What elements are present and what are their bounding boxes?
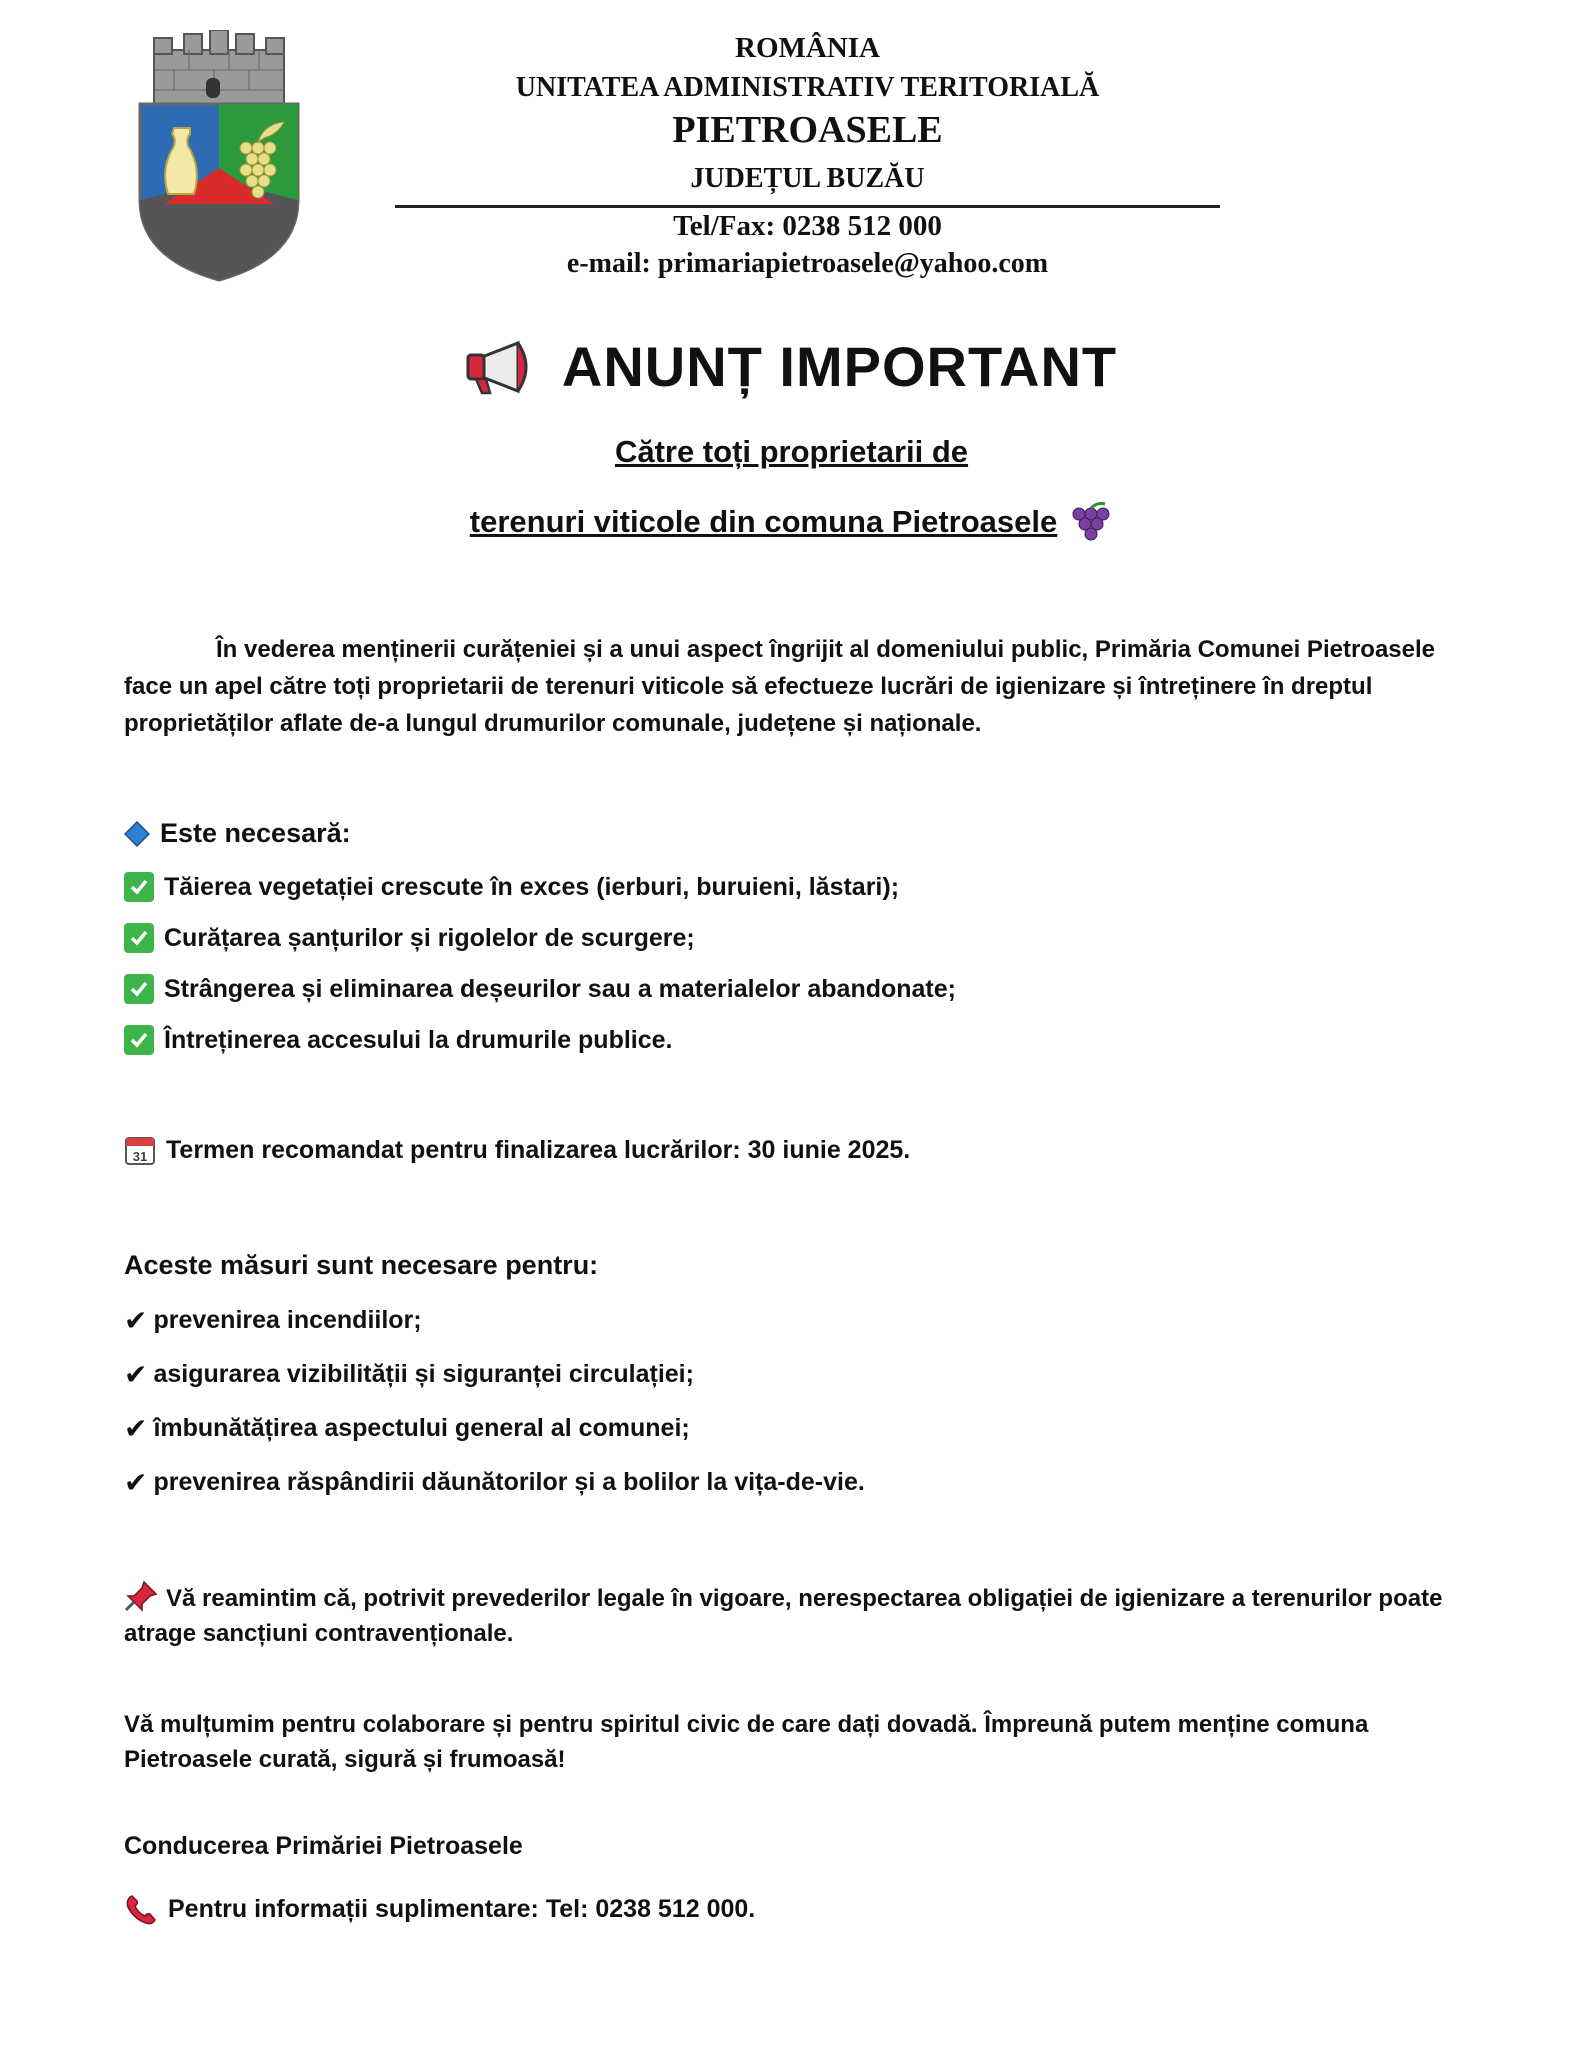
subtitle-line-2-text: terenuri viticole din comuna Pietroasele	[469, 504, 1058, 539]
measure-item-text: asigurarea vizibilității și siguranței circulației;	[153, 1360, 694, 1388]
intro-paragraph: În vederea menținerii curățeniei și a unui aspect îngrijit al domeniului public, Primăria Comunei Pietroasele face un apel către toți proprietarii de terenuri viticole să efectueze lucrări de igienizare și întreținere în dreptul proprietăților aflate de-a lungul drumurilor comunale, județene și naționale.	[124, 636, 1436, 737]
list-item	[124, 1358, 694, 1391]
announcement-title: ANUNȚ IMPORTANT	[561, 335, 1118, 398]
measures-heading	[124, 1250, 598, 1281]
list-item	[124, 1466, 865, 1499]
list-item	[124, 872, 899, 902]
grapes-icon	[1069, 502, 1113, 542]
reminder-text: Vă reamintim că, potrivit prevederilor legale în vigoare, nerespectarea obligației de igienizare a terenurilor poate atrage sancțiuni contravenționale.	[124, 1585, 1443, 1647]
check-mark-icon: ✔	[124, 1305, 148, 1336]
header-unit: UNITATEA ADMINISTRATIV TERITORIALĂ	[515, 72, 1100, 103]
list-item	[124, 1304, 422, 1337]
header-county: JUDEȚUL BUZĂU	[690, 163, 925, 194]
check-mark-icon: ✔	[124, 1413, 148, 1444]
pushpin-icon	[124, 1580, 158, 1612]
check-box-icon	[124, 923, 154, 953]
header-town: PIETROASELE	[672, 109, 943, 151]
measures-heading-text: Aceste măsuri sunt necesare pentru:	[124, 1250, 599, 1280]
announcement-title-row	[0, 334, 1583, 399]
check-mark-icon: ✔	[124, 1359, 148, 1390]
required-item-text: Strângerea și eliminarea deșeurilor sau a materialelor abandonate;	[164, 974, 956, 1003]
required-heading-text: Este necesară:	[160, 818, 351, 848]
list-item	[124, 974, 956, 1004]
subtitle-line-2	[0, 502, 1583, 542]
subtitle-line-1-text: Către toți proprietarii de	[614, 434, 969, 469]
required-heading	[124, 818, 351, 849]
check-mark-icon: ✔	[124, 1467, 148, 1498]
calendar-day: 31	[132, 1149, 148, 1164]
deadline-line	[124, 1134, 910, 1166]
deadline-text: Termen recomandat pentru finalizarea lucrărilor: 30 iunie 2025.	[166, 1135, 911, 1164]
header-tel: Tel/Fax: 0238 512 000	[673, 210, 942, 242]
thanks-paragraph: Vă mulțumim pentru colaborare și pentru spiritul civic de care dați dovadă. Împreună putem menține comuna Pietroasele curată, sigură și frumoasă!	[124, 1711, 1369, 1773]
header-divider	[395, 205, 1220, 208]
reminder-paragraph	[124, 1580, 1464, 1651]
check-box-icon	[124, 1025, 154, 1055]
required-item-text: Întreținerea accesului la drumurile publice.	[164, 1025, 673, 1054]
subtitle-line-1	[0, 434, 1583, 470]
check-box-icon	[124, 872, 154, 902]
list-item	[124, 923, 695, 953]
measure-item-text: prevenirea răspândirii dăunătorilor și a bolilor la vița-de-vie.	[153, 1468, 865, 1496]
header-email: e-mail: primariapietroasele@yahoo.com	[566, 248, 1049, 279]
contact-line	[124, 1893, 755, 1925]
required-item-text: Tăierea vegetației crescute în exces (ierburi, buruieni, lăstari);	[164, 872, 900, 901]
contact-text: Pentru informații suplimentare: Tel: 0238 512 000.	[168, 1894, 756, 1923]
list-item	[124, 1025, 673, 1055]
signature	[124, 1832, 523, 1861]
megaphone-icon	[466, 339, 542, 395]
calendar-icon	[124, 1134, 156, 1166]
measure-item-text: prevenirea incendiilor;	[153, 1306, 422, 1334]
coat-of-arms-icon	[134, 30, 304, 282]
required-item-text: Curățarea șanțurilor și rigolelor de scurgere;	[164, 923, 695, 952]
measure-item-text: îmbunătățirea aspectului general al comunei;	[153, 1414, 690, 1442]
check-box-icon	[124, 974, 154, 1004]
phone-icon	[124, 1893, 158, 1925]
blue-diamond-icon	[124, 821, 150, 847]
signature-text: Conducerea Primăriei Pietroasele	[124, 1832, 523, 1860]
header-country: ROMÂNIA	[735, 32, 880, 64]
list-item	[124, 1412, 690, 1445]
